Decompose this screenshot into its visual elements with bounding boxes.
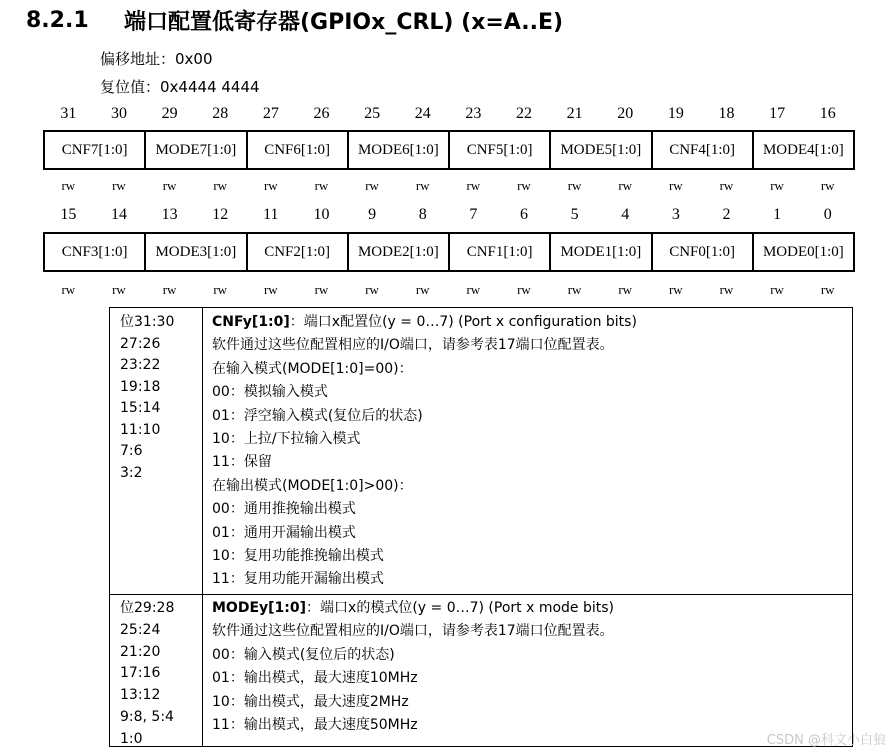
watermark: CSDN @科文小白狼 [766,733,886,748]
bit-position: 11:10 [120,421,161,438]
register-field: CNF7[1:0] [45,132,146,168]
upper-bit-numbers [43,105,853,123]
bit-number: 7 [469,206,478,223]
lower-access-row [43,282,853,298]
bit-position: 7:6 [120,443,143,459]
cnf-description [212,311,637,592]
field-name: CNFy[1:0] [212,314,290,330]
upper-register-fields [43,130,855,170]
description-line: 01：通用开漏输出模式 [212,524,356,541]
access-label: rw [668,178,683,193]
access-label: rw [770,178,784,193]
access-label: rw [314,282,329,297]
cnf-bit-positions [120,312,174,484]
bit-position: 9:8, 5:4 [120,708,174,725]
row-divider [110,594,852,595]
description-line: 软件通过这些位配置相应的I/O端口，请参考表17端口位配置表。 [212,623,614,640]
description-line: 10：复用功能推挽输出模式 [212,548,384,565]
bit-number: 4 [621,206,630,223]
bit-number: 12 [212,206,229,223]
access-label: rw [820,178,835,193]
offset-value: 0x00 [175,50,213,68]
access-label: rw [365,178,379,193]
upper-access-row [43,178,853,194]
bit-number: 0 [823,206,832,223]
access-label: rw [466,178,481,193]
bit-number: 25 [364,105,381,122]
bit-number: 27 [262,105,279,122]
bit-position: 位29:28 [120,600,175,616]
bit-number: 3 [671,206,680,223]
bit-number: 6 [519,206,528,223]
access-label: rw [719,178,734,193]
access-label: rw [213,178,228,193]
access-label: rw [61,178,76,193]
register-field: MODE5[1:0] [551,132,652,168]
access-label: rw [213,282,228,297]
field-name: MODEy[1:0] [212,600,307,616]
access-label: rw [618,282,633,297]
lower-bit-numbers [43,206,853,224]
section-number: 8.2.1 [26,7,89,33]
bit-number: 9 [368,206,377,223]
bit-position: 位31:30 [120,314,175,330]
description-line: 00：模拟输入模式 [212,384,328,401]
reset-value: 0x4444 4444 [160,78,260,96]
register-field: CNF6[1:0] [248,132,349,168]
register-field: MODE3[1:0] [146,234,247,270]
register-field: CNF2[1:0] [248,234,349,270]
description-line: 10：上拉/下拉输入模式 [212,431,361,448]
description-line: 00：通用推挽输出模式 [212,501,356,518]
section-title: 端口配置低寄存器(GPIOx_CRL) (x=A..E) [124,9,564,35]
bit-number: 2 [722,206,731,223]
bit-number: 22 [515,105,532,122]
bit-number: 18 [718,105,735,122]
access-label: rw [263,178,278,193]
register-field: CNF5[1:0] [450,132,551,168]
access-label: rw [517,282,531,297]
access-label: rw [719,282,734,297]
access-label: rw [415,282,430,297]
bit-number: 28 [212,105,229,122]
bit-number: 29 [161,105,178,122]
bit-position: 17:16 [120,665,161,682]
description-line: 软件通过这些位配置相应的I/O端口，请参考表17端口位配置表。 [212,337,614,354]
access-label: rw [162,178,177,193]
bit-position: 27:26 [120,335,161,352]
bit-number: 24 [414,105,431,122]
reset-label: 复位值： [100,78,161,96]
register-field: MODE1[1:0] [551,234,652,270]
register-field: CNF3[1:0] [45,234,146,270]
access-label: rw [61,282,76,297]
bit-position: 25:24 [120,621,161,638]
bit-number: 19 [667,105,684,122]
access-label: rw [365,282,379,297]
description-line: 在输入模式(MODE[1:0]=00)： [212,360,413,377]
mode-description [212,597,614,737]
access-label: rw [263,282,278,297]
bit-number: 30 [110,105,127,122]
reset-line [100,76,260,97]
access-label: rw [567,282,582,297]
access-label: rw [112,282,126,297]
register-field: MODE6[1:0] [349,132,450,168]
description-line: 11：输出模式，最大速度50MHz [212,717,418,734]
access-label: rw [618,178,633,193]
access-label: rw [820,282,835,297]
bit-position: 15:14 [120,400,161,416]
bit-number: 21 [566,105,583,122]
offset-label: 偏移地址： [100,50,176,68]
bit-number: 20 [617,105,634,122]
access-label: rw [112,178,126,193]
bit-position: 13:12 [120,687,161,704]
description-line: 01：输出模式，最大速度10MHz [212,670,418,687]
register-field: CNF4[1:0] [653,132,754,168]
bit-number: 10 [313,206,330,223]
register-field: CNF1[1:0] [450,234,551,270]
access-label: rw [770,282,784,297]
bit-number: 14 [110,206,127,223]
register-field: MODE4[1:0] [762,141,844,158]
access-label: rw [415,178,430,193]
bit-position: 19:18 [120,378,161,395]
description-line: 01：浮空输入模式(复位后的状态) [212,407,423,424]
access-label: rw [567,178,582,193]
bit-position: 1:0 [120,730,143,747]
access-label: rw [466,282,481,297]
field-summary: MODEy[1:0]：端口x的模式位(y = 0…7) (Port x mode bits) [212,600,614,616]
field-summary: CNFy[1:0]：端口x配置位(y = 0…7) (Port x configuration bits) [212,314,637,330]
bit-number: 8 [418,206,427,223]
section-heading [26,4,563,36]
bit-number: 5 [570,206,579,223]
bit-number: 26 [313,105,330,122]
description-line: 11：保留 [212,454,272,471]
bit-position: 3:2 [120,464,143,481]
access-label: rw [162,282,177,297]
access-label: rw [314,178,329,193]
bit-number: 16 [819,105,836,122]
mode-bit-positions [120,598,174,751]
bit-number: 11 [263,206,279,223]
description-line: 00：输入模式(复位后的状态) [212,646,395,663]
bit-number: 15 [60,206,77,223]
register-field: MODE7[1:0] [146,132,247,168]
access-label: rw [517,178,531,193]
bit-number: 13 [161,206,178,223]
access-label: rw [668,282,683,297]
bit-number: 1 [773,206,782,223]
description-line: 11：复用功能开漏输出模式 [212,571,384,588]
bit-number: 23 [465,105,482,122]
column-divider [202,308,203,746]
bit-number: 31 [60,105,77,122]
description-line: 在输出模式(MODE[1:0]>00)： [212,477,413,494]
register-field: MODE0[1:0] [762,243,844,260]
register-field: MODE2[1:0] [349,234,450,270]
description-line: 10：输出模式，最大速度2MHz [212,693,409,710]
bit-position: 23:22 [120,357,161,373]
bit-position: 21:20 [120,643,161,660]
offset-line [100,48,213,69]
register-field: CNF0[1:0] [653,234,754,270]
bit-number: 17 [769,105,786,122]
lower-register-fields [43,232,855,272]
bit-description-table [109,307,853,747]
